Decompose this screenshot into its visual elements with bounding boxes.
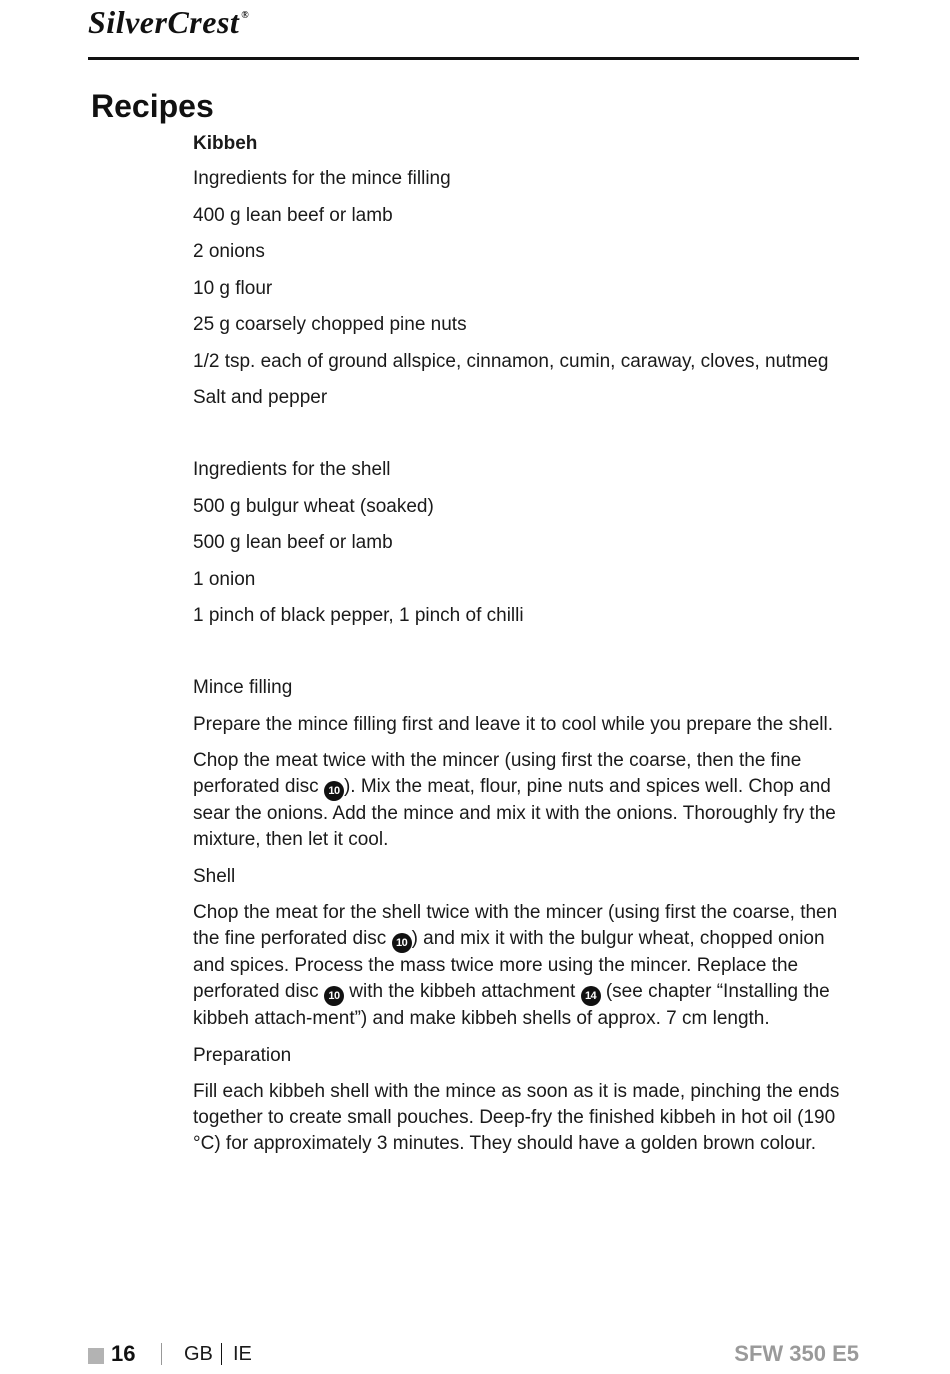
header-rule bbox=[88, 57, 859, 60]
paragraph-text: (see chapter “Installing the kibbeh attach-ment”) and make kibbeh shells of approx. 7 cm length. bbox=[193, 981, 830, 1029]
filling-ingredient: 10 g flour bbox=[193, 277, 273, 299]
paragraph-text: with the kibbeh attachment bbox=[343, 981, 581, 1002]
filling-ingredient: Salt and pepper bbox=[193, 387, 328, 408]
registered-mark: ® bbox=[241, 10, 250, 21]
brand-name: SilverCrest bbox=[88, 4, 240, 40]
paragraph-text: Chop the meat for the shell twice with the mincer (using first the coarse, then the fine perforated disc bbox=[193, 902, 838, 949]
language-gb: GB bbox=[184, 1343, 213, 1365]
shell-ingredient: 500 g lean beef or lamb bbox=[193, 532, 393, 553]
language-ie: IE bbox=[233, 1343, 252, 1365]
shell-ingredient: 1 onion bbox=[193, 568, 256, 590]
filling-ingredient: 1/2 tsp. each of ground allspice, cinnamon, cumin, caraway, cloves, nutmeg bbox=[193, 350, 829, 372]
footer-square-marker bbox=[88, 1348, 104, 1364]
part-reference-badge: 14 bbox=[581, 986, 601, 1006]
footer-divider bbox=[161, 1343, 162, 1365]
shell-ingredient: 500 g bulgur wheat (soaked) bbox=[193, 495, 434, 517]
brand-logo bbox=[88, 4, 249, 41]
recipe-content bbox=[193, 131, 859, 1168]
mince-filling-paragraph-2 bbox=[193, 748, 859, 853]
section-title: Recipes bbox=[91, 88, 214, 124]
shell-heading: Shell bbox=[193, 865, 236, 887]
mince-filling-heading: Mince filling bbox=[193, 677, 293, 698]
preparation-paragraph: Fill each kibbeh shell with the mince as soon as it is made, pinching the ends together to create small pouches. Deep-fry the finished kibbeh in hot oil (190 °C) for approximately 3 minutes. They should have a golden brown colour. bbox=[193, 1081, 840, 1154]
preparation-heading: Preparation bbox=[193, 1044, 292, 1066]
shell-ingredient: 1 pinch of black pepper, 1 pinch of chilli bbox=[193, 605, 524, 626]
filling-ingredients-heading: Ingredients for the mince filling bbox=[193, 168, 451, 189]
part-reference-badge: 10 bbox=[324, 986, 344, 1006]
recipe-title: Kibbeh bbox=[193, 133, 258, 154]
mince-filling-paragraph-1: Prepare the mince filling first and leave it to cool while you prepare the shell. bbox=[193, 713, 834, 735]
paragraph-text: ). Mix the meat, flour, pine nuts and spices well. Chop and sear the onions. Add the mince and mix it with the onions. Thoroughly fry the mixture, then let it cool. bbox=[193, 776, 836, 850]
footer-divider bbox=[221, 1343, 222, 1365]
shell-ingredients-heading: Ingredients for the shell bbox=[193, 459, 391, 480]
page-footer bbox=[88, 1341, 859, 1371]
model-number: SFW 350 E5 bbox=[734, 1341, 859, 1366]
filling-ingredient: 25 g coarsely chopped pine nuts bbox=[193, 314, 467, 335]
shell-paragraph bbox=[193, 900, 859, 1032]
part-reference-badge: 10 bbox=[392, 933, 412, 953]
page-number: 16 bbox=[111, 1341, 136, 1366]
paragraph-text: ) and mix it with the bulgur wheat, chopped onion and spices. Process the mass twice more using the mincer. Replace the perforated disc bbox=[193, 928, 825, 1002]
part-reference-badge: 10 bbox=[324, 781, 344, 801]
paragraph-text: Chop the meat twice with the mincer (using first the coarse, then the fine perforated disc bbox=[193, 750, 802, 797]
filling-ingredient: 2 onions bbox=[193, 241, 265, 262]
filling-ingredient: 400 g lean beef or lamb bbox=[193, 204, 393, 226]
